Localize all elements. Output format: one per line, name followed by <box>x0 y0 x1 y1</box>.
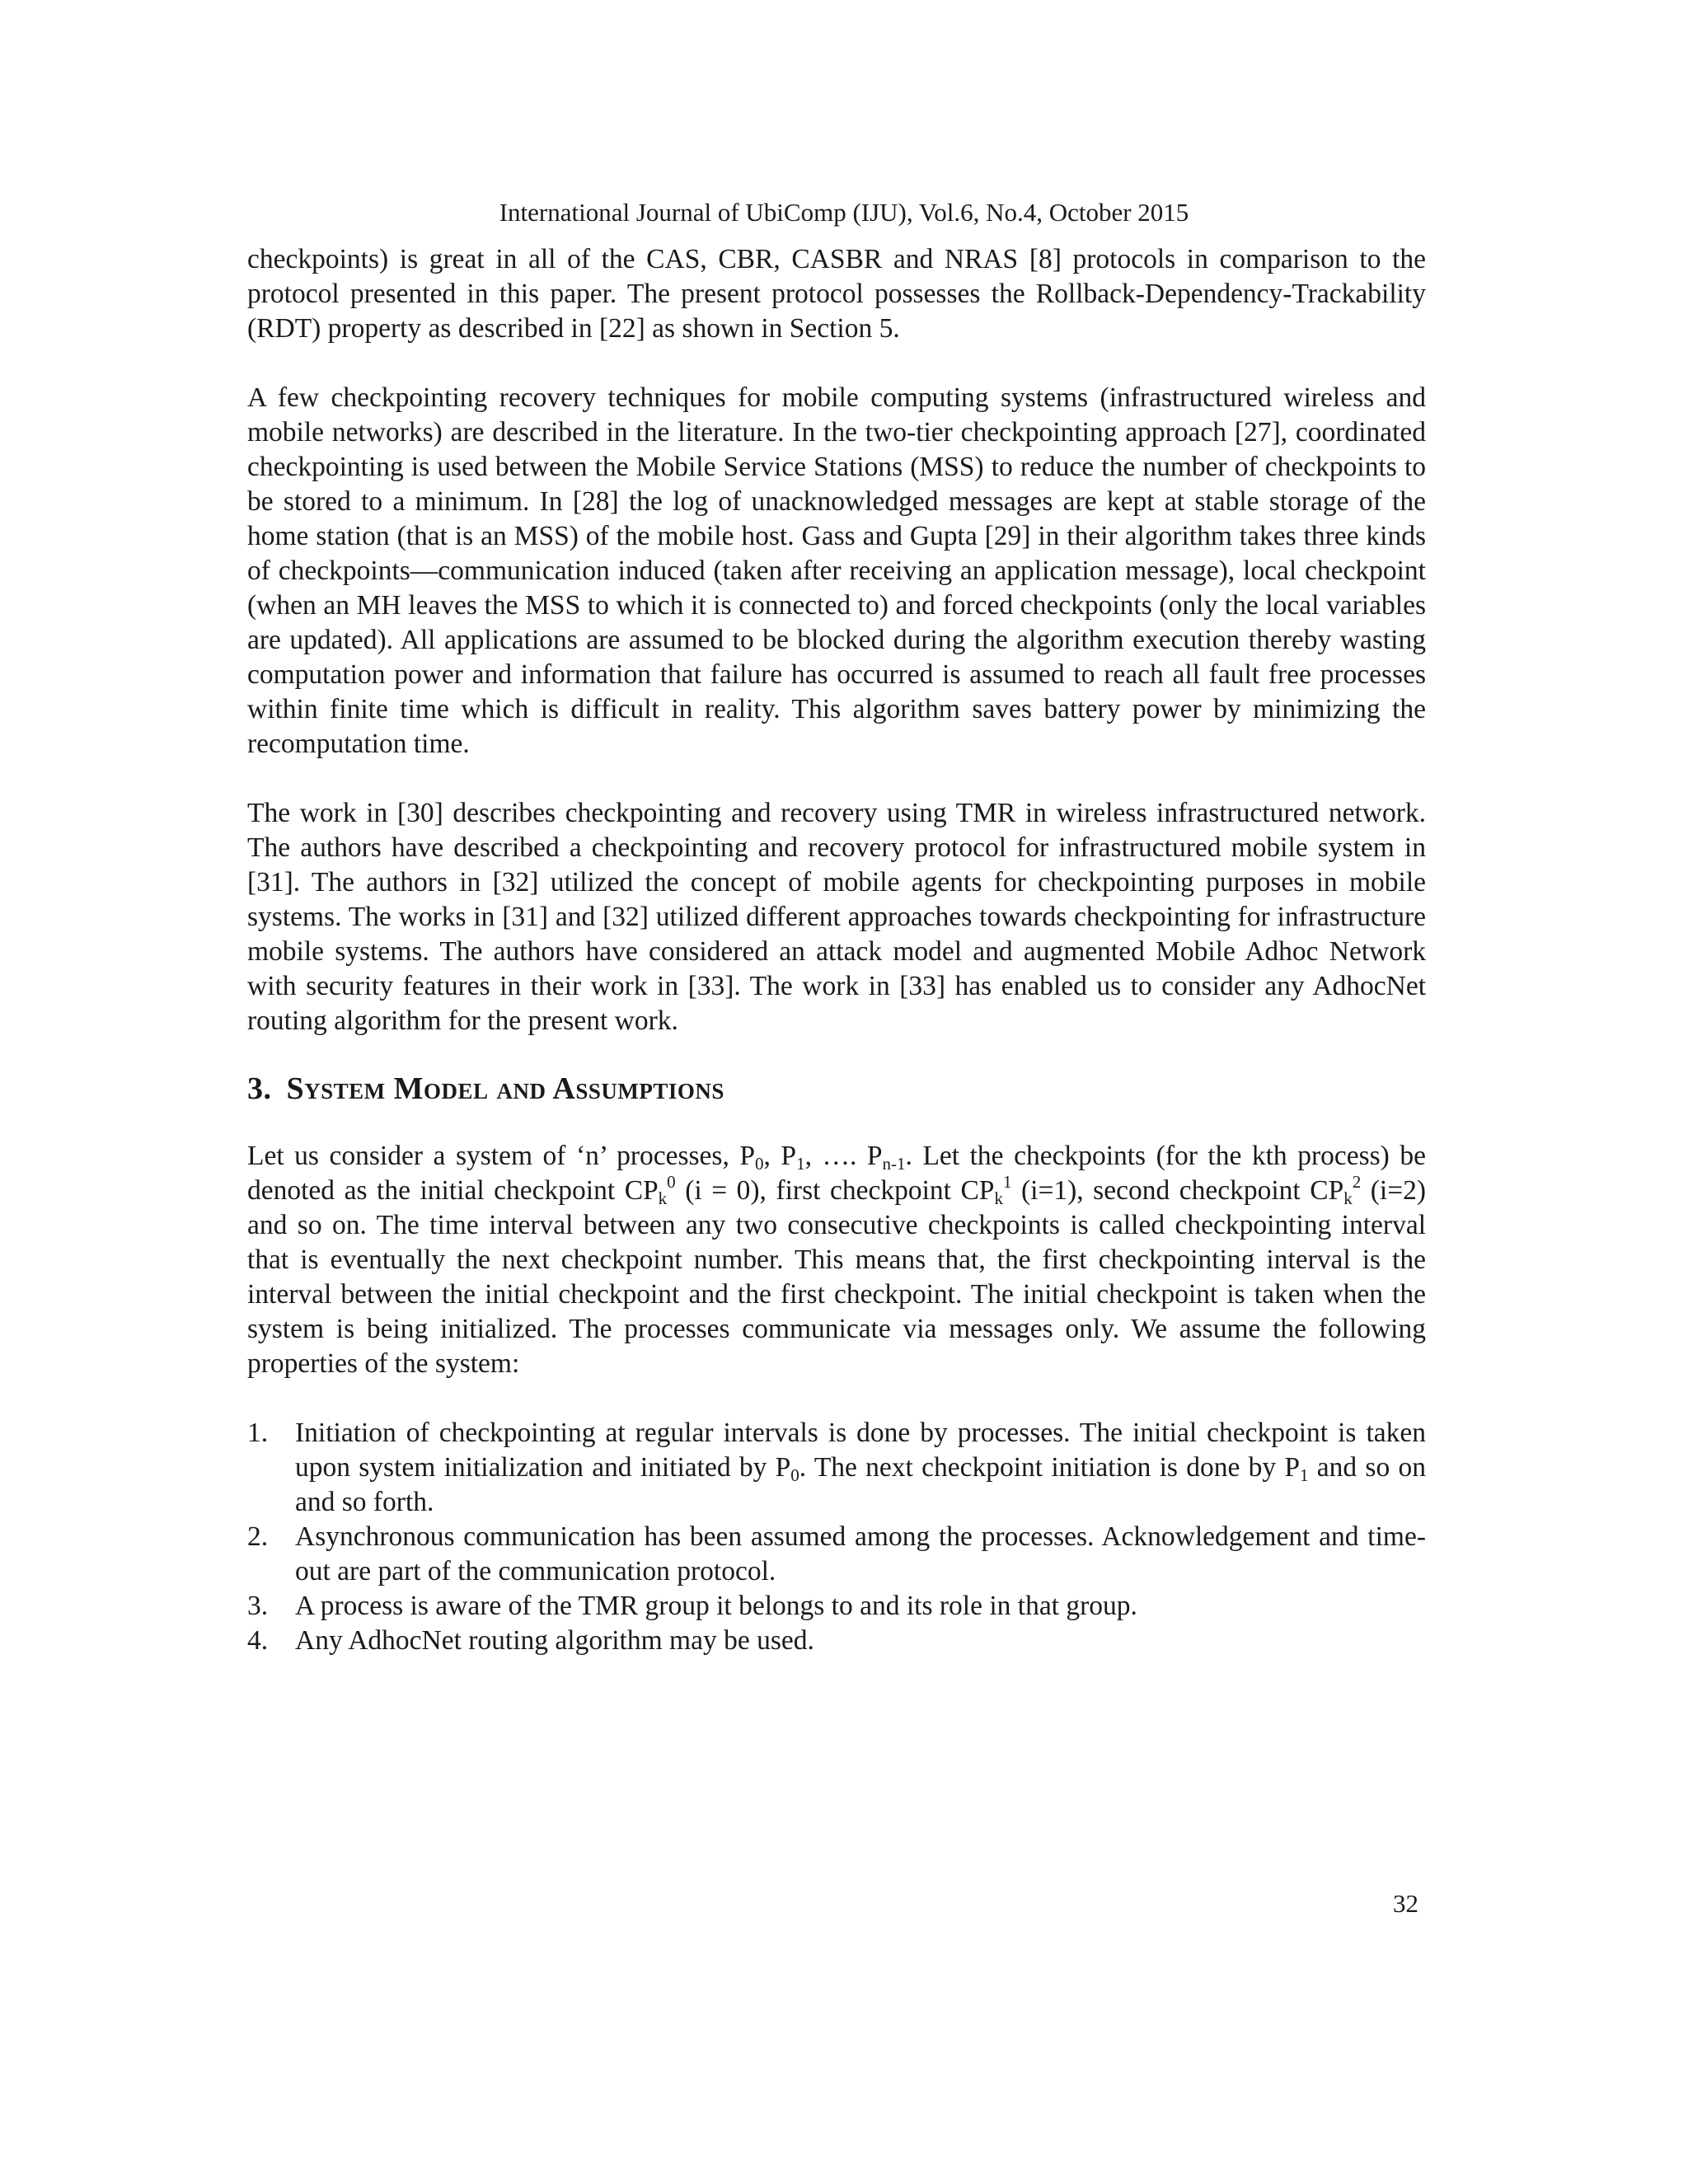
list-marker: 2. <box>247 1521 269 1552</box>
list-item <box>247 1416 1426 1520</box>
paragraph-1: checkpoints) is great in all of the CAS, CBR, CASBR and NRAS [8] protocols in comparison to the protocol presented in this paper. The present protocol possesses the Rollback-Dependency-Trackability (RDT) property as described in [22] as shown in Section 5. <box>247 244 1426 344</box>
subscript: k <box>658 1188 668 1208</box>
list-item <box>247 1520 1426 1589</box>
text-run: , …. P <box>804 1141 883 1171</box>
list-marker: 1. <box>247 1418 269 1448</box>
text-run: , P <box>763 1141 797 1171</box>
page-number: 32 <box>1393 1889 1418 1918</box>
subscript: k <box>1343 1188 1353 1208</box>
list-item-text: Asynchronous communication has been assumed among the processes. Acknowledgement and time-out are part of the communication protocol. <box>295 1521 1426 1586</box>
subscript: 0 <box>755 1154 764 1174</box>
list-marker: 4. <box>247 1625 269 1656</box>
text-run: . Let the checkpoints (for the kth process) be denoted as the initial checkpoint CP <box>247 1141 1426 1206</box>
list-marker: 3. <box>247 1591 269 1621</box>
text-run: . The next checkpoint initiation is done by P <box>799 1452 1301 1483</box>
list-item-text: Any AdhocNet routing algorithm may be used. <box>295 1625 814 1656</box>
paragraph-2: A few checkpointing recovery techniques for mobile computing systems (infrastructured wireless and mobile networks) are described in the literature. In the two-tier checkpointing approach [27], coordinated checkpointing is used between the Mobile Service Stations (MSS) to reduce the number of checkpoints to be stored to a minimum. In [28] the log of unacknowledged messages are kept at stable storage of the home station (that is an MSS) of the mobile host. Gass and Gupta [29] in their algorithm takes three kinds of checkpoints—communication induced (taken after receiving an application message), local checkpoint (when an MH leaves the MSS to which it is connected to) and forced checkpoints (only the local variables are updated). All applications are assumed to be blocked during the algorithm execution thereby wasting computation power and information that failure has occurred is assumed to reach all fault free processes within finite time which is difficult in reality. This algorithm saves battery power by minimizing the recomputation time. <box>247 382 1426 759</box>
list-item <box>247 1589 1426 1624</box>
section-heading <box>247 1070 1426 1108</box>
subscript: 1 <box>796 1154 805 1174</box>
paragraph-4 <box>247 1139 1426 1381</box>
text-run: and so on and so forth. <box>295 1452 1426 1517</box>
list-item <box>247 1624 1426 1658</box>
superscript: 0 <box>667 1172 676 1192</box>
paragraph-gap <box>247 346 1426 381</box>
superscript: 2 <box>1352 1172 1362 1192</box>
superscript: 1 <box>1002 1172 1012 1192</box>
subscript: n-1 <box>882 1154 906 1174</box>
assumptions-list <box>247 1416 1426 1658</box>
text-run: Let us consider a system of ‘n’ processes, P <box>247 1141 756 1171</box>
text-run: (i=2) and so on. The time interval between any two consecutive checkpoints is called checkpointing interval that is eventually the next checkpoint number. This means that, the first checkpointing interval is the interval between the initial checkpoint and the first checkpoint. The initial checkpoint is taken when the system is being initialized. The processes communicate via messages only. We assume the following properties of the system: <box>247 1175 1427 1379</box>
list-item-text: A process is aware of the TMR group it belongs to and its role in that group. <box>295 1591 1137 1621</box>
subscript: 0 <box>790 1465 799 1485</box>
section-title: System Model and Assumptions <box>286 1071 724 1106</box>
paragraph-gap <box>247 762 1426 796</box>
page-body <box>247 242 1426 1658</box>
journal-header: International Journal of UbiComp (IJU), Vol.6, No.4, October 2015 <box>499 198 1189 227</box>
subscript: k <box>994 1188 1003 1208</box>
text-run: Initiation of checkpointing at regular intervals is done by processes. The initial checkpoint is taken upon system initialization and initiated by P <box>295 1418 1426 1483</box>
paragraph-3: The work in [30] describes checkpointing and recovery using TMR in wireless infrastructured network. The authors have described a checkpointing and recovery protocol for infrastructured mobile system in [31]. The authors in [32] utilized the concept of mobile agents for checkpointing purposes in mobile systems. The works in [31] and [32] utilized different approaches towards checkpointing for infrastructure mobile systems. The authors have considered an attack model and augmented Mobile Adhoc Network with security features in their work in [33]. The work in [33] has enabled us to consider any AdhocNet routing algorithm for the present work. <box>247 798 1426 1036</box>
section-number: 3. <box>247 1071 272 1106</box>
text-run: (i=1), second checkpoint CP <box>1011 1175 1344 1206</box>
text-run: (i = 0), first checkpoint CP <box>675 1175 995 1206</box>
subscript: 1 <box>1300 1465 1309 1485</box>
